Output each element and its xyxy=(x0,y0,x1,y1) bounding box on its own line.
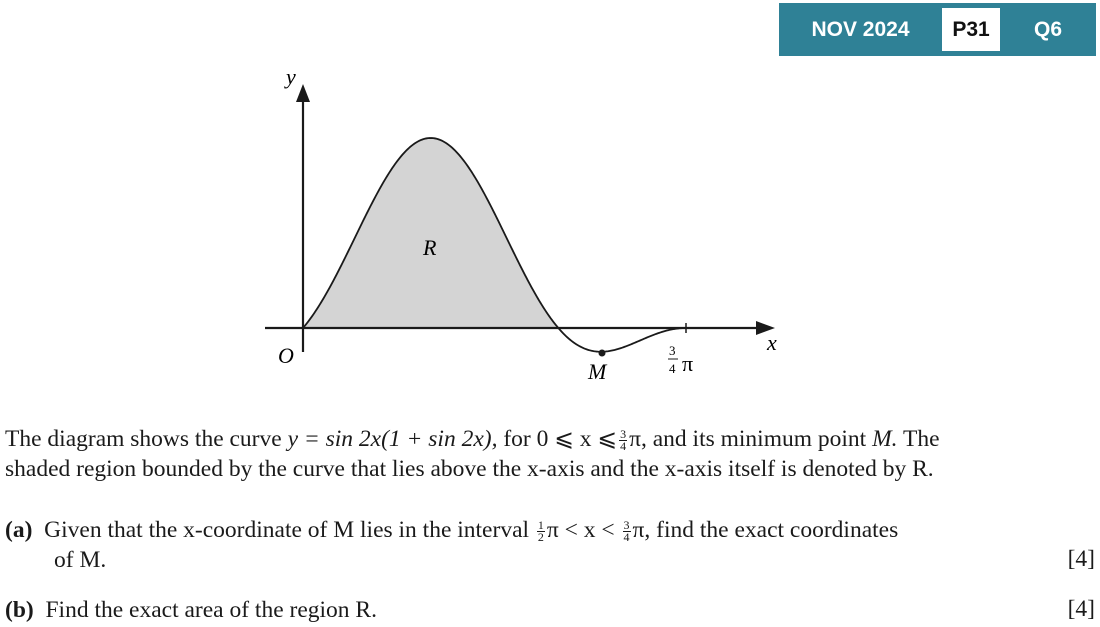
domain-text-b: π, and its minimum point xyxy=(629,426,867,452)
part-b-line xyxy=(5,596,377,624)
y-axis-arrowhead xyxy=(296,84,310,102)
minimum-point-dot xyxy=(599,350,606,357)
question-number-label: Q6 xyxy=(1033,17,1062,41)
interval-upper-fraction xyxy=(623,520,631,543)
part-a-marks: [4] xyxy=(1067,546,1095,572)
endpoint-fraction-numerator: 3 xyxy=(669,343,676,358)
question-intro-line-2: shaded region bounded by the curve that lies above the x-axis and the x-axis itself is denoted by R. xyxy=(5,456,934,482)
part-b-label: (b) xyxy=(5,597,34,623)
interval-upper-numerator: 3 xyxy=(623,518,630,533)
domain-fraction xyxy=(619,429,627,452)
minimum-point-ref: M. xyxy=(872,426,898,452)
part-b-text: Find the exact area of the region R. xyxy=(45,597,377,623)
domain-text-a: for 0 ⩽ x ⩽ xyxy=(503,426,618,452)
minimum-point-label: M xyxy=(588,359,607,384)
domain-fraction-numerator: 3 xyxy=(620,427,627,442)
part-a-line-1 xyxy=(5,516,898,544)
y-axis-label: y xyxy=(286,64,296,89)
region-label: R xyxy=(423,235,437,260)
intro-end-word: The xyxy=(902,426,940,452)
domain-fraction-denominator: 4 xyxy=(620,439,627,454)
paper-number-label: P31 xyxy=(942,8,1000,51)
x-axis-label: x xyxy=(767,330,777,355)
part-a-label: (a) xyxy=(5,517,33,543)
shaded-region-r xyxy=(303,138,558,328)
endpoint-pi-symbol: π xyxy=(682,351,694,376)
part-a-text-2: π, find the exact coordinates xyxy=(632,517,899,543)
interval-middle: π < x < xyxy=(546,517,615,543)
part-b-marks: [4] xyxy=(1067,596,1095,622)
interval-lower-numerator: 1 xyxy=(537,518,544,533)
endpoint-fraction-denominator: 4 xyxy=(669,361,676,376)
part-a-line-2: of M. xyxy=(54,547,107,573)
interval-lower-fraction xyxy=(537,520,545,543)
intro-text: The diagram shows the curve xyxy=(5,426,282,452)
origin-label: O xyxy=(278,343,294,368)
interval-upper-denominator: 4 xyxy=(623,530,630,545)
exam-session-label: NOV 2024 xyxy=(811,17,910,41)
interval-lower-denominator: 2 xyxy=(537,530,544,545)
part-a-text-1: Given that the x-coordinate of M lies in the interval xyxy=(44,517,530,543)
question-intro-line-1 xyxy=(5,425,940,453)
curve-equation: y = sin 2x(1 + sin 2x), xyxy=(287,426,498,452)
